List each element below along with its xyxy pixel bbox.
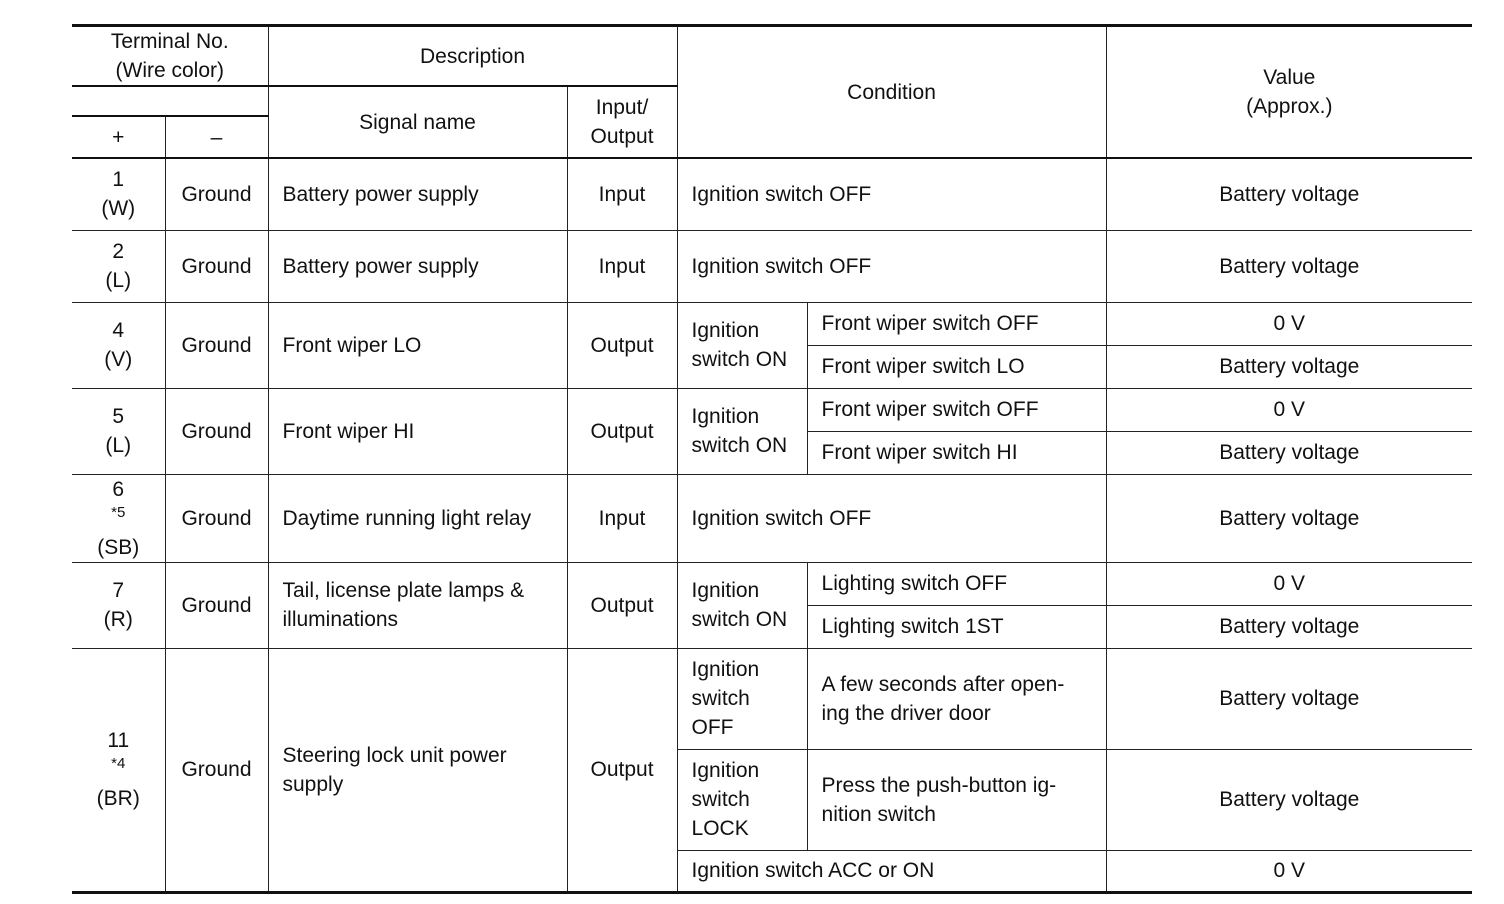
condition-cell: Ignition switch OFF — [677, 158, 1106, 230]
terminal-cell: 6 $^{*5}$ (SB) — [72, 474, 165, 562]
value-cell: Battery voltage — [1106, 230, 1472, 302]
ground-cell: Ground — [165, 302, 268, 388]
ground-cell: Ground — [165, 648, 268, 892]
io-cell: Input — [567, 158, 677, 230]
terminal-cell: 4 (V) — [72, 302, 165, 388]
condition-sub-cell: Lighting switch 1ST — [807, 605, 1106, 648]
signal-cell: Battery power supply — [268, 230, 567, 302]
io-cell: Output — [567, 302, 677, 388]
condition-cell: Ignition switch OFF — [677, 230, 1106, 302]
condition-main-cell: Ignition switch ON — [677, 388, 807, 474]
terminal-cell: 7 (R) — [72, 562, 165, 648]
io-cell: Input — [567, 230, 677, 302]
condition-cell: Ignition switch OFF — [677, 474, 1106, 562]
ground-cell: Ground — [165, 158, 268, 230]
value-cell: 0 V — [1106, 850, 1472, 892]
footnote-mark: *4 — [111, 755, 126, 772]
minus-header: – — [165, 116, 268, 158]
value-cell: Battery voltage — [1106, 605, 1472, 648]
table-row — [72, 230, 1472, 302]
io-cell: Output — [567, 388, 677, 474]
value-cell: 0 V — [1106, 302, 1472, 345]
condition-sub-cell: Front wiper switch LO — [807, 345, 1106, 388]
condition-sub-cell: A few seconds after open- ing the driver door — [807, 648, 1106, 749]
plus-header: + — [72, 116, 165, 158]
value-cell: Battery voltage — [1106, 474, 1472, 562]
terminal-cell: 1 (W) — [72, 158, 165, 230]
ground-cell: Ground — [165, 474, 268, 562]
signal-cell: Steering lock unit power supply — [268, 648, 567, 892]
signal-cell: Front wiper HI — [268, 388, 567, 474]
signal-cell: Battery power supply — [268, 158, 567, 230]
table-row — [72, 562, 1472, 605]
terminal-no-header: Terminal No. (Wire color) — [72, 26, 268, 87]
signal-cell: Front wiper LO — [268, 302, 567, 388]
terminal-cell: 11 $^{*4}$ (BR) — [72, 648, 165, 892]
wire-color-spacer — [72, 86, 268, 116]
signal-name-header: Signal name — [268, 86, 567, 158]
value-cell: Battery voltage — [1106, 431, 1472, 474]
table-row — [72, 388, 1472, 431]
condition-main-cell: Ignition switch ON — [677, 302, 807, 388]
condition-sub-cell: Lighting switch OFF — [807, 562, 1106, 605]
value-cell: Battery voltage — [1106, 345, 1472, 388]
value-cell: Battery voltage — [1106, 648, 1472, 749]
terminal-spec-table — [72, 24, 1472, 894]
condition-sub-cell: Press the push-button ig- nition switch — [807, 749, 1106, 850]
terminal-cell: 5 (L) — [72, 388, 165, 474]
value-cell: Battery voltage — [1106, 749, 1472, 850]
table-row — [72, 474, 1472, 562]
ground-cell: Ground — [165, 230, 268, 302]
table-row — [72, 158, 1472, 230]
io-cell: Output — [567, 562, 677, 648]
description-header: Description — [268, 26, 677, 87]
condition-main-cell: Ignition switch ON — [677, 562, 807, 648]
ground-cell: Ground — [165, 388, 268, 474]
io-cell: Output — [567, 648, 677, 892]
terminal-cell: 2 (L) — [72, 230, 165, 302]
io-cell: Input — [567, 474, 677, 562]
table-row — [72, 648, 1472, 749]
value-cell: 0 V — [1106, 562, 1472, 605]
condition-sub-cell: Front wiper switch OFF — [807, 302, 1106, 345]
signal-cell: Daytime running light relay — [268, 474, 567, 562]
ground-cell: Ground — [165, 562, 268, 648]
table-row — [72, 302, 1472, 345]
signal-cell: Tail, license plate lamps & illuminations — [268, 562, 567, 648]
io-header: Input/ Output — [567, 86, 677, 158]
value-cell: 0 V — [1106, 388, 1472, 431]
condition-sub-cell: Front wiper switch OFF — [807, 388, 1106, 431]
condition-main-cell: Ignition switch LOCK — [677, 749, 807, 850]
condition-header: Condition — [677, 26, 1106, 159]
value-cell: Battery voltage — [1106, 158, 1472, 230]
condition-sub-cell: Front wiper switch HI — [807, 431, 1106, 474]
condition-main-cell: Ignition switch OFF — [677, 648, 807, 749]
value-header: Value (Approx.) — [1106, 26, 1472, 159]
condition-cell: Ignition switch ACC or ON — [677, 850, 1106, 892]
footnote-mark: *5 — [111, 503, 126, 521]
